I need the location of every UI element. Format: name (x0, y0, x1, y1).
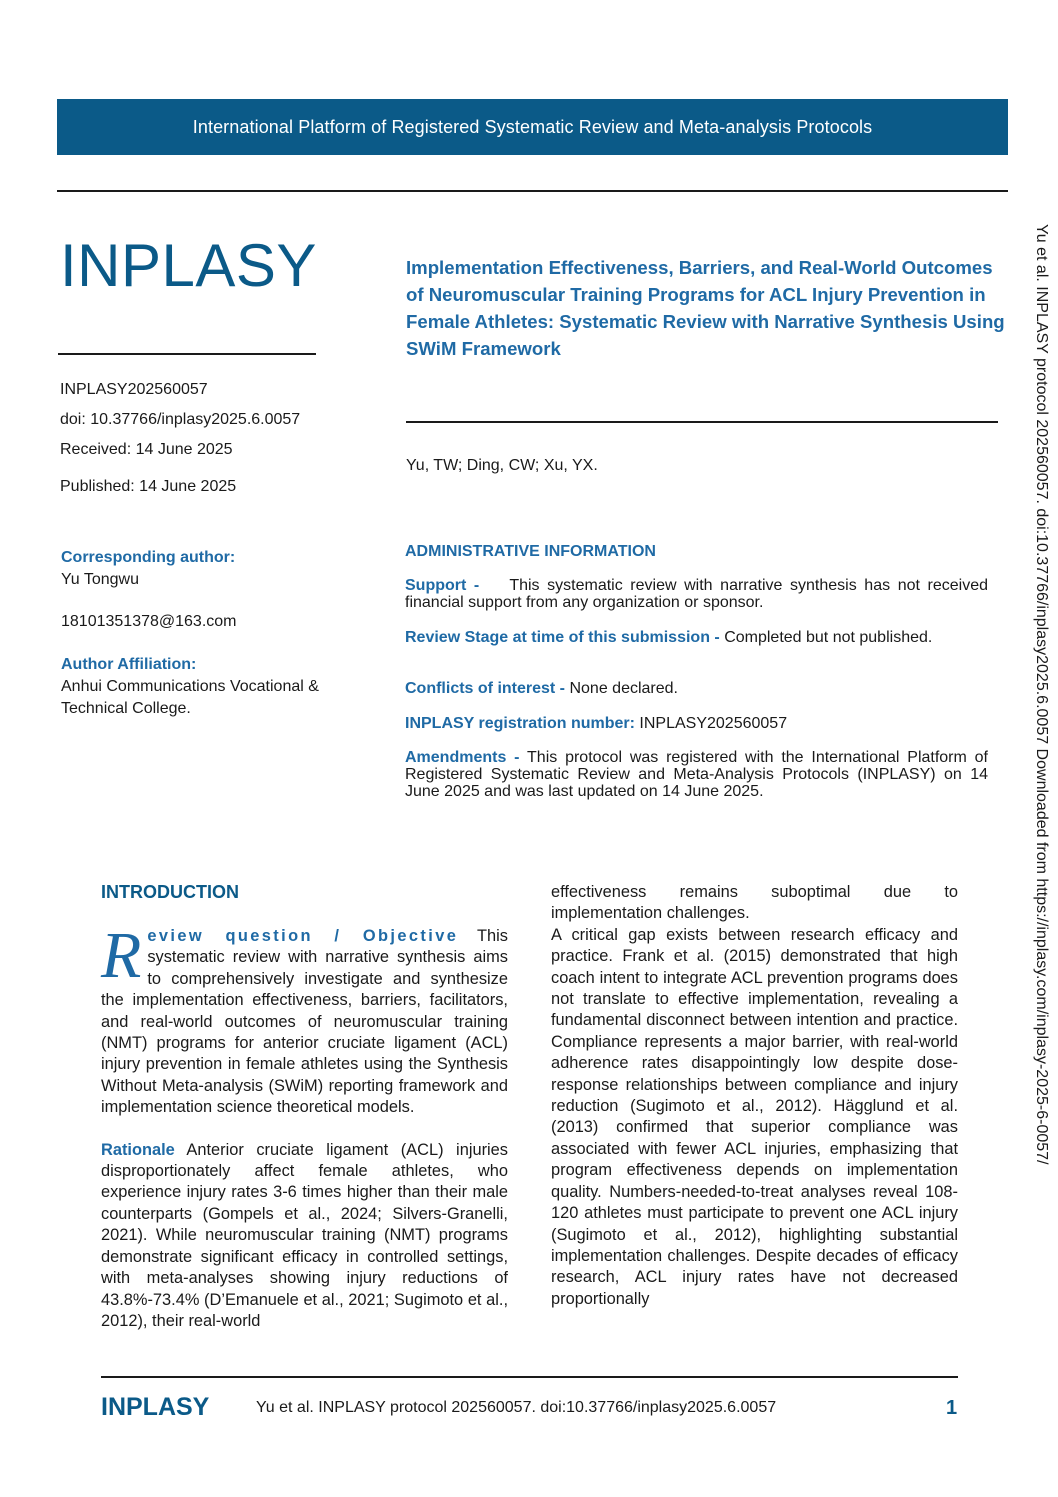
rationale-label: Rationale (101, 1140, 175, 1159)
amendments-label: Amendments - (405, 749, 520, 766)
logo-rule (58, 353, 316, 355)
review-question-label: eview question / Objective (147, 927, 459, 945)
intro-column-right (551, 882, 958, 1310)
corresponding-name: Yu Tongwu (61, 571, 139, 588)
dropcap-letter: R (101, 919, 142, 992)
received-date: Received: 14 June 2025 (60, 441, 233, 458)
introduction-heading: INTRODUCTION (101, 882, 239, 902)
support-text: This systematic review with narrative synthesis has not received financial support from any organization or sponsor. (405, 577, 988, 611)
rationale-text: Anterior cruciate ligament (ACL) injuries disproportionately affect female athletes, who experience injury rates 3-6 times higher than their male counterparts (Gompels et al., 2024; Silvers-Granelli, 2021). While neuromuscular training (NMT) programs demonstrate significant efficacy in controlled settings, with meta-analyses showing injury reductions of 43.8%-73.4% (D’Emanuele et al., 2021; Sugimoto et al., 2012), their real-world (101, 1140, 508, 1330)
header-banner: International Platform of Registered Systematic Review and Meta-analysis Protocols (57, 99, 1008, 155)
title-rule (406, 421, 998, 423)
support-label: Support - (405, 577, 480, 594)
conflicts-text: None declared. (569, 680, 678, 697)
corresponding-label: Corresponding author: (61, 549, 236, 566)
footer-rule (101, 1376, 958, 1378)
inplasy-logo: INPLASY (60, 232, 317, 299)
admin-registration (405, 715, 988, 732)
conflicts-label: Conflicts of interest - (405, 680, 566, 697)
col2-paragraph-2: A critical gap exists between research efficacy and practice. Frank et al. (2015) demonstrated that high coach intent to integrate ACL prevention programs does not translate to effective implementation, revealing a fundamental disconnect between intention and practice. Compliance represents a major barrier, with real-world adherence rates disappointingly low despite dose-response relationships between compliance and injury reduction (Sugimoto et al., 2012). Hägglund et al. (2013) confirmed that superior compliance was associated with fewer ACL injuries, emphasizing that program effectiveness depends on implementation quality. Numbers-needed-to-treat analyses reveal 108-120 athletes must participate to prevent one ACL injury (Sugimoto et al., 2012), highlighting substantial implementation challenges. Despite decades of efficacy research, ACL injury rates have not decreased proportionally (551, 925, 958, 1308)
corresponding-email[interactable]: 18101351378@163.com (61, 613, 237, 630)
footer-citation: Yu et al. INPLASY protocol 202560057. doi:10.37766/inplasy2025.6.0057 (256, 1399, 777, 1416)
author-affiliation (61, 654, 319, 720)
stage-text: Completed but not published. (724, 629, 933, 646)
rationale-paragraph (101, 1140, 508, 1333)
review-question-text: This systematic review with narrative synthesis aims to comprehensively investigate and synthesize the implementation effectiveness, barriers, facilitators, and real-world outcomes of neuromuscular training (NMT) programs for anterior cruciate ligament (ACL) injury prevention in female athletes using the Synthesis Without Meta-analysis (SWiM) reporting framework and implementation science theoretical models. (101, 927, 508, 1117)
authors: Yu, TW; Ding, CW; Xu, YX. (406, 457, 598, 474)
side-citation: Yu et al. INPLASY protocol 202560057. doi:10.37766/inplasy2025.6.0057 Downloaded from https://inplasy.com/inplasy-2025-6-0057/ (1033, 224, 1050, 1165)
admin-amendments (405, 749, 988, 800)
registration-label: INPLASY registration number: (405, 715, 635, 732)
paper-title: Implementation Effectiveness, Barriers, and Real-World Outcomes of Neuromuscular Training Programs for ACL Injury Prevention in Female Athletes: Systematic Review with Narrative Synthesis Using SWiM Framework (406, 257, 1005, 359)
header-rule (57, 190, 1008, 192)
affiliation-line1: Anhui Communications Vocational & (61, 678, 319, 695)
page-number: 1 (946, 1397, 958, 1419)
col2-paragraph-1: effectiveness remains suboptimal due to implementation challenges. (551, 883, 958, 923)
protocol-id: INPLASY202560057 (60, 381, 208, 398)
review-question-paragraph (101, 919, 508, 1119)
footer-logo: INPLASY (101, 1393, 210, 1421)
doi[interactable]: doi: 10.37766/inplasy2025.6.0057 (60, 411, 301, 428)
admin-support (405, 577, 988, 611)
admin-stage (405, 629, 988, 646)
corresponding-author (61, 547, 237, 633)
published-date: Published: 14 June 2025 (60, 478, 237, 495)
admin-heading (405, 543, 988, 560)
intro-column-left (101, 919, 508, 1332)
registration-number: INPLASY202560057 (639, 715, 788, 732)
admin-heading-text: ADMINISTRATIVE INFORMATION (405, 543, 656, 560)
admin-conflicts (405, 680, 988, 697)
affiliation-line2: Technical College. (61, 700, 191, 717)
stage-label: Review Stage at time of this submission - (405, 629, 720, 646)
amendments-text: This protocol was registered with the International Platform of Registered Systematic Review and Meta-Analysis Protocols (INPLASY) on 14 June 2025 and was last updated on 14 June 2025. (405, 749, 989, 800)
affiliation-label: Author Affiliation: (61, 656, 197, 673)
